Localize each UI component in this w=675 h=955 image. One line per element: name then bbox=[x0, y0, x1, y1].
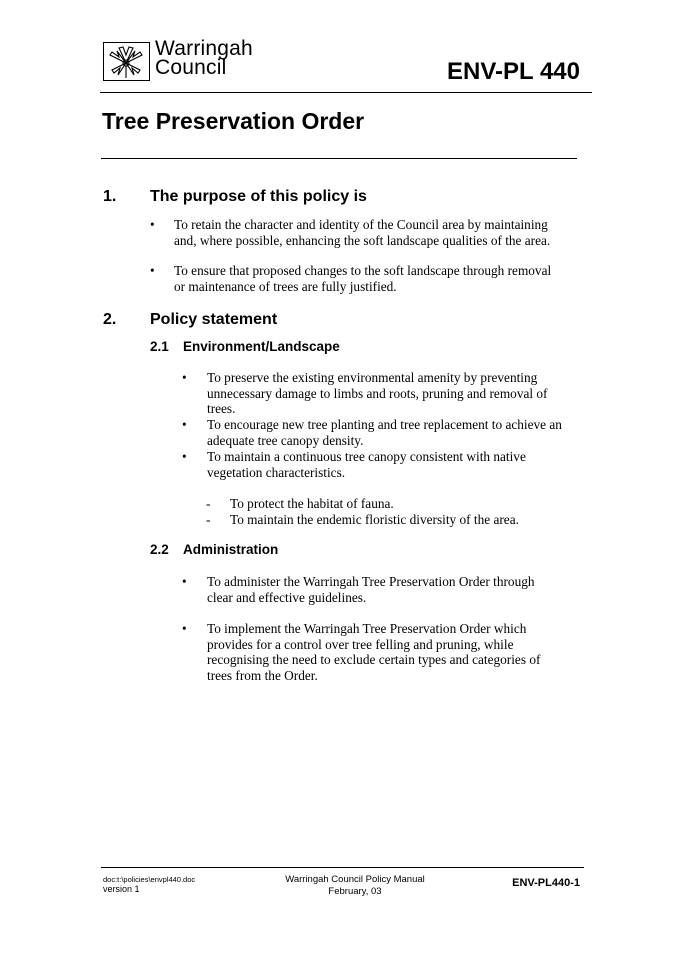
subsection-title: Environment/Landscape bbox=[183, 339, 340, 354]
text-line: and, where possible, enhancing the soft landscape qualities of the area. bbox=[174, 232, 551, 248]
bullet-icon: • bbox=[182, 621, 187, 636]
footer-doc-path: doc:t:\policies\envpl440.doc bbox=[103, 875, 196, 884]
text-line: trees. bbox=[207, 401, 236, 417]
text-line: To encourage new tree planting and tree replacement to achieve an bbox=[207, 417, 562, 432]
text-line: To ensure that proposed changes to the soft landscape through removal bbox=[174, 263, 552, 278]
text-line: provides for a control over tree felling and pruning, while bbox=[207, 636, 514, 652]
text-line: To protect the habitat of fauna. bbox=[230, 496, 394, 511]
footer-divider bbox=[101, 867, 584, 868]
section-number: 2. bbox=[103, 311, 117, 328]
text-line: To retain the character and identity of the Council area by maintaining bbox=[174, 217, 548, 232]
text-line: To maintain a continuous tree canopy consistent with native bbox=[207, 449, 526, 464]
text-line: To implement the Warringah Tree Preservation Order which bbox=[207, 621, 527, 636]
subsection-number: 2.2 bbox=[150, 542, 169, 557]
footer-date: February, 03 bbox=[328, 886, 382, 897]
text-line: recognising the need to exclude certain types and categories of bbox=[207, 652, 541, 668]
section-number: 1. bbox=[103, 188, 117, 205]
dash-icon: - bbox=[206, 496, 211, 511]
footer-version: version 1 bbox=[103, 884, 140, 894]
document-code: ENV-PL 440 bbox=[447, 58, 580, 85]
text-line: To maintain the endemic floristic diversity of the area. bbox=[230, 512, 519, 527]
list-item bbox=[182, 621, 582, 685]
list-item bbox=[150, 263, 590, 295]
list-item bbox=[182, 574, 582, 606]
footer-manual-info bbox=[270, 874, 440, 898]
org-name-line1: Warringah bbox=[155, 37, 253, 60]
list-item bbox=[182, 370, 582, 418]
text-line: unnecessary damage to limbs and roots, pruning and removal of bbox=[207, 385, 548, 401]
bullet-icon: • bbox=[182, 449, 187, 464]
bullet-icon: • bbox=[150, 263, 155, 278]
list-item bbox=[150, 217, 590, 249]
subsection-title: Administration bbox=[183, 542, 279, 557]
text-line: clear and effective guidelines. bbox=[207, 589, 367, 605]
text-line: trees from the Order. bbox=[207, 667, 318, 683]
text-line: vegetation characteristics. bbox=[207, 464, 346, 480]
bullet-icon: • bbox=[182, 417, 187, 432]
text-line: To administer the Warringah Tree Preservation Order through bbox=[207, 574, 535, 589]
text-line: or maintenance of trees are fully justified. bbox=[174, 278, 397, 294]
subsection-number: 2.1 bbox=[150, 339, 169, 354]
dash-item bbox=[206, 512, 519, 528]
section-title: Policy statement bbox=[150, 311, 278, 328]
dash-item bbox=[206, 496, 394, 512]
bullet-icon: • bbox=[182, 370, 187, 385]
org-name bbox=[155, 39, 253, 77]
footer-manual: Warringah Council Policy Manual bbox=[285, 874, 425, 885]
list-item bbox=[182, 417, 582, 449]
header-divider bbox=[100, 92, 592, 93]
dash-icon: - bbox=[206, 512, 211, 527]
footer-page-code: ENV-PL440-1 bbox=[512, 877, 580, 889]
section-title: The purpose of this policy is bbox=[150, 188, 367, 205]
page-title: Tree Preservation Order bbox=[102, 108, 365, 134]
flower-logo-icon bbox=[104, 43, 149, 80]
bullet-icon: • bbox=[150, 217, 155, 232]
text-line: adequate tree canopy density. bbox=[207, 432, 364, 448]
text-line: To preserve the existing environmental amenity by preventing bbox=[207, 370, 538, 385]
council-logo bbox=[103, 42, 150, 81]
bullet-icon: • bbox=[182, 574, 187, 589]
list-item bbox=[182, 449, 582, 481]
org-name-line2: Council bbox=[155, 56, 227, 79]
footer-doc-info bbox=[103, 875, 195, 895]
title-divider bbox=[101, 158, 577, 159]
